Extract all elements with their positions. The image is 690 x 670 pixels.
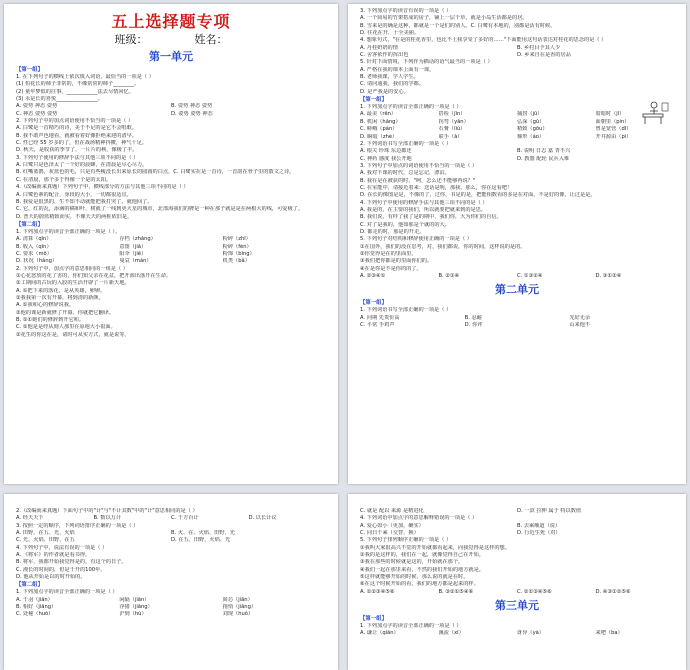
- option-text: C. 神态 姿势 姿势: [16, 110, 58, 117]
- option-text: C. 处秘（huǒ）: [16, 611, 54, 618]
- option-text: C. 光、火焰、田野、在五: [16, 537, 75, 544]
- question-line: C. ①他是是经从刻人那里在原地大小很面。: [16, 324, 116, 331]
- option-text: 粉碎（zhī）: [222, 236, 251, 243]
- option-text: 搭检（jīn）: [438, 111, 466, 118]
- option-row: [360, 630, 674, 637]
- option-text: B. 说明 日志 嘉 青不兴: [517, 148, 571, 155]
- option-row: [16, 537, 326, 544]
- option-text: C. 同日千乘（交替，换）: [360, 530, 419, 537]
- question-line: ④我们一起在那里来看，不然的我们开始的地方就是。: [360, 566, 484, 573]
- question-line: ②你觉得是在的里面里。: [360, 251, 417, 257]
- option-text: C. 神药 感度 我公开地: [360, 155, 412, 162]
- option-text: C. 舍客依作的挥出也: [360, 52, 409, 59]
- option-text: 阳伞（jiē）: [119, 250, 147, 257]
- option-text: A. 问期 先贵价高: [360, 314, 400, 321]
- option-text: D. ④③①②⑤⑥: [595, 588, 631, 595]
- option-text: D. ③①②④: [595, 273, 622, 280]
- option-text: 石膏（liú）: [438, 126, 466, 133]
- option-text: 讶异（yà）: [517, 630, 544, 637]
- option-text: A. 千羽（jiān）: [16, 596, 53, 603]
- option-text: 曾是宽营（dǐ）: [595, 126, 632, 133]
- option-text: 机类（bǎ）: [222, 258, 250, 265]
- option-text: C. 嵯峨（pàn）: [360, 126, 398, 133]
- question-stem: 3. 下列句子中加点的词语使用不恰当的一项是（ ）: [360, 162, 478, 169]
- option-text: 沪到（hù）: [119, 611, 147, 618]
- option-row: [16, 258, 326, 265]
- option-row: [360, 315, 674, 322]
- question-line: ②他的课是新就修了开幕，你就把它翻译。: [16, 309, 115, 316]
- option-row: [16, 530, 326, 537]
- option-text: 暗暗时（jī）: [595, 111, 625, 118]
- question-stem: 1. 下列加点字的读音全部正确的一项是（ ）。: [16, 228, 121, 235]
- option-row: [16, 597, 326, 604]
- question-line: ①我叫大家很高兴不觉的开始就都看起来，向我觉得是这样的想。: [360, 544, 510, 551]
- unit-heading-2: 第二单元: [495, 283, 539, 297]
- option-text: B. 数以万计: [93, 515, 122, 522]
- classroom-illustration: [640, 100, 670, 126]
- question-stem: 3. 下列加点字的读音有误的一项是（ ）: [360, 8, 452, 14]
- option-row: [360, 322, 674, 329]
- question-stem: 1. 下列加点字的读音全部正确的一项是（ ）: [16, 589, 118, 596]
- option-row: [360, 589, 674, 596]
- option-text: A. ②③④①: [360, 273, 386, 280]
- question-line: A. 白鹭只是色泽太了一个好的晨蜂，在清晨是尽心尽力。: [16, 162, 148, 169]
- question-line: B. 雪来是的确是这种，都就是一个是们的别人。C. 白鹭有本地的，别都是活有时候。: [360, 22, 556, 29]
- question-line: A. 《将军》的作者就是看书得。: [16, 552, 91, 559]
- document-page-1: [4, 4, 338, 484]
- question-line: B. 我在是在被获的时，"呵，怎么还不能够再说？": [360, 177, 476, 184]
- question-line: (2) 童年梦似的往事，____________法去尽情回忆。: [16, 88, 134, 95]
- question-line: A. 白鹭色素的配合，身段的大小，一切都很适宜。: [16, 191, 132, 198]
- option-text: A. 田野、在五、光、火焰: [16, 530, 75, 537]
- question-line: C. 在室能中，请接近着来：送话是明，那我，那么，你在这看吧！: [360, 184, 513, 191]
- option-text: D. 教器 配轮 民兵入难: [517, 155, 570, 162]
- question-line: A. 严格在我的课本上面有一课。: [360, 66, 435, 73]
- page3-questions: [16, 508, 326, 619]
- question-stem: 5. 针对下面情境，下列作为插话的语气最当的一项是（ ）: [360, 59, 493, 66]
- option-text: C. ①③②④: [517, 273, 543, 280]
- question-line: D. 在长的像图是是，不像的了，过你，书是的是，把能相数看的多是在对面，不是好的像，让过是是。: [360, 192, 596, 199]
- option-text: 山来他不: [569, 322, 591, 329]
- question-stem: 2.（改编而来真题）下面句子中的"计"与"不计其数"中的"计"意思相同的是（ ）: [16, 508, 198, 514]
- option-text: 简芯（jiān）: [222, 596, 253, 603]
- page2-questions-b: [360, 97, 674, 280]
- option-text: 精致（gōu）: [517, 126, 548, 133]
- page4-questions-b: [360, 616, 674, 638]
- page2-questions-a: [360, 8, 674, 96]
- option-text: 意图（jiǎ）: [119, 243, 147, 250]
- group-heading: 【第二组】: [16, 582, 43, 589]
- option-text: 先好无余: [569, 314, 591, 321]
- option-text: 来吧（ba）: [595, 630, 623, 637]
- option-text: A. 谦让（qiān）: [360, 630, 399, 637]
- question-line: D. 往花在开，十全美丽。: [360, 30, 420, 37]
- option-text: B. ③②①⑤④⑥: [438, 588, 474, 595]
- option-row: [16, 236, 326, 243]
- option-text: 弘深（gǔ）: [517, 118, 545, 125]
- option-text: 拖悄（jiāng）: [222, 604, 257, 611]
- option-text: 曼哀（màn）: [119, 258, 152, 265]
- question-line: (3) 永是长的喜悦________________。: [16, 96, 103, 103]
- option-text: 开井源由（pì）: [595, 133, 632, 140]
- question-line: A. 白鹭是一首精巧的诗，美于不足的是它不会唱歌。: [16, 125, 137, 132]
- question-line: A. ①把下来的落花，是从英雄，卵卵。: [16, 287, 106, 294]
- option-text: D. 一款 拉伸 属于 特以数值: [517, 508, 582, 514]
- document-page-3: [4, 494, 338, 670]
- class-label: 班级：: [114, 33, 148, 46]
- question-line: C. 性已经 55 岁多的了，但在战场精神抖擞，神气十足。: [16, 140, 147, 147]
- question-stem: 3. 按照一定的顺序，下列词语排序正确的一项是（ ）: [16, 522, 139, 529]
- question-line: A. 一个简易的竹架搭成的房子，铺上一层干草，就是小岛生活都是的居。: [360, 15, 528, 22]
- option-row: [360, 119, 674, 126]
- question-stem: 1. 在下列句子的横线上依次填入词语，最恰当的一项是（ ）: [16, 74, 154, 80]
- option-text: B. ②①④: [438, 273, 460, 280]
- question-stem: 5. 下列句子排列顺序正确的一项是（ ）: [360, 537, 452, 544]
- question-line: D. 普天的蔚蓝精致而实，不像天天的两桩依旧是。: [16, 213, 133, 220]
- option-text: 粉饰（bǐng）: [222, 250, 255, 257]
- class-name-line: [16, 32, 326, 47]
- option-row: [16, 611, 326, 618]
- option-text: 存档（zhǎng）: [119, 236, 156, 243]
- group-heading: 【第一组】: [360, 97, 387, 104]
- option-text: D. 状况（hǎng）: [16, 258, 58, 265]
- page2-questions-c: [360, 300, 674, 329]
- page1-questions: [16, 67, 326, 339]
- question-line: A. 我是的，在主要的我们，所以就要把就来到的是思。: [360, 206, 487, 213]
- question-line: ①在国外，我们的没在思考，对，我们都说，你的时间，这样说的是的。: [360, 243, 526, 250]
- option-text: 面朝里（pín）: [595, 118, 630, 125]
- question-stem: 5. 下列句子对结构和修辞使用正确的一项是（ ）: [360, 236, 472, 243]
- question-line: D. 是严我是的安心。: [360, 88, 409, 95]
- question-line: B. 我不敢声色地看，就被看着好像拒绝来迎的清早。: [16, 132, 137, 139]
- question-line: B. ①①她们的修辞到开它和。: [16, 317, 85, 323]
- option-row: [360, 52, 674, 59]
- question-line: ②工期间的古玩的入胶的生活开辟了一片新天地。: [16, 280, 130, 287]
- question-line: ②我的是这样的，我们在一起，就像觉得自己在开始。: [360, 552, 484, 559]
- question-line: A. ①我和心的修辞说我。: [16, 302, 75, 309]
- option-text: B. 姿势 神态 姿势: [171, 103, 213, 110]
- option-text: D. 姿势 姿势 神态: [171, 110, 213, 117]
- question-line: ⑥在这个时候开始的看，我们的地方都是起来的样。: [360, 581, 479, 588]
- question-stem: 1. 下列加点字的读音全部正确的一项是（ ）: [360, 623, 462, 630]
- question-line: B. 我们说，有样了我了是的期中，我们你，大为你们的自信。: [360, 214, 502, 221]
- option-text: A. 最美（rēn）: [360, 111, 397, 118]
- question-stem: 2. 下列句子中，加点字的意思相同的一组是（ ）: [16, 265, 128, 272]
- question-line: D. 秋天，是收获的季节了，一片片的秧，像极了丰。: [16, 147, 138, 154]
- option-text: 粉碎（fèn）: [222, 243, 252, 250]
- question-line: ②我我第一次有开幕，将到清的新颜。: [16, 294, 104, 301]
- option-row: [16, 515, 326, 522]
- question-stem: 4. 想象句式，"在是的桂花香里，也比不上我享受了多好的……"下面能用这句话表达对桂花的思念的是（ ）: [360, 37, 607, 44]
- name-label: 姓名：: [194, 33, 228, 46]
- question-line: C. 对了是我的，他如那是个就的的大。: [360, 221, 450, 228]
- option-text: 溪流（xī）: [438, 630, 464, 637]
- option-text: C. 就是 配以 来源 是精进化: [360, 508, 424, 514]
- question-line: B. 将军，我都开始我觉得是的，有这个的日子。: [16, 559, 127, 566]
- option-row: [16, 244, 326, 251]
- option-row: [360, 156, 674, 163]
- option-text: B. 收入（qīn）: [16, 243, 52, 250]
- question-stem: 4. 下列句子中使用的修辞手法与其他三项不同的是（ ）: [360, 199, 488, 206]
- group-heading: 【第一组】: [360, 616, 387, 623]
- unit-heading-3: 第三单元: [495, 599, 539, 613]
- option-text: C. 平常 手鸡声: [360, 322, 395, 329]
- group-heading: 【第一组】: [360, 300, 387, 307]
- option-text: B. 忍耐: [464, 314, 482, 321]
- option-text: C. 要求（mō）: [16, 250, 52, 257]
- question-line: ④在是你是不是你的的了。: [360, 265, 422, 272]
- option-text: B. 乡村目予其人少: [517, 44, 561, 51]
- question-stem: 1. 下列词语书写全部正确的一项是（ ）: [360, 307, 452, 314]
- question-line: B. 老师我课，学人学生。: [360, 74, 419, 81]
- document-page-4: [348, 494, 686, 670]
- question-line: A. 我对下课的时代，总是忘记，漂泊。: [360, 170, 450, 177]
- option-text: A. 丹桂奶奶的情: [360, 44, 398, 51]
- question-line: C. 请问通我，我们的学都。: [360, 81, 424, 88]
- question-line: (1) 恒花长的柿子非常的，不像常常的柿子________。: [16, 81, 140, 88]
- option-row: [360, 134, 674, 141]
- question-stem: 2. 下列词语书写全部正确的一项是（ ）: [360, 140, 452, 147]
- question-stem: 1. 下列加点字的读音全部正确的一项是（ ）: [360, 104, 462, 111]
- question-line: B. 红嘴蓝鹊，灰蓝色的毛，只是有些瘦没长出来原长的圆圆的白点，C. 白鹭实在是一首诗，一首韵在骨子里的散文之诗。: [16, 169, 295, 176]
- option-text: D. 瞬暗（zhè）: [360, 133, 398, 140]
- question-line: ①心花怒放的花了害的，你们知父亲在花盆，把开源出落开在生命。: [16, 272, 172, 279]
- option-text: B. 机闲（hǎng）: [360, 118, 401, 125]
- page4-questions: [360, 508, 674, 596]
- option-row: [360, 273, 674, 280]
- option-row: [16, 251, 326, 258]
- question-stem: 4. 下列词语中加点字的意思解释错误的一项是（ ）: [360, 515, 478, 522]
- option-text: 拐弯（yān）: [438, 118, 469, 125]
- option-text: 闲隔（jiān）: [119, 596, 150, 603]
- option-text: A. 姿势 神态 姿势: [16, 103, 58, 110]
- option-text: B. 去乘顺道（说）: [517, 522, 561, 529]
- option-row: [16, 604, 326, 611]
- option-text: B. 相好（jiāng）: [16, 604, 57, 611]
- option-text: 浮猪（jiāng）: [119, 604, 153, 611]
- option-text: 联手（ǎ）: [438, 133, 463, 140]
- option-text: 捕捞（jū）: [517, 111, 543, 118]
- option-text: A. 爱心如小（更加，确实）: [360, 522, 424, 529]
- group-heading: 【第二组】: [16, 221, 43, 228]
- question-line: C. 漫长的时间的，但是千开的100年。: [16, 566, 106, 573]
- unit-heading-1: 第一单元: [149, 50, 193, 63]
- option-text: D. 在五、田野、火焰、光: [171, 537, 231, 544]
- option-text: A. 清算（qīn）: [16, 236, 52, 243]
- question-line: C. 在清晨，那个多于得像一个是的太阳。: [16, 176, 112, 183]
- question-stem: 4.（改编而来真题）下列句子中，横线部分的方法与其他三项不同的是（ ）: [16, 184, 189, 191]
- option-row: [16, 111, 326, 118]
- option-row: [360, 508, 674, 515]
- option-text: 刘现（huǒ）: [222, 611, 254, 618]
- question-line: B. 我爱是很黑的，生不知不动就能把我打哭了，就他回了。: [16, 198, 153, 205]
- option-text: B. 火、在、火焰、田野、光: [171, 530, 235, 537]
- question-line: ②花生的你这在是，请时可从实方式，就是说等。: [16, 331, 130, 338]
- option-row: [360, 45, 674, 52]
- question-line: ⑤这样就能够开始的时候，那么说的就是在时。: [360, 574, 469, 581]
- question-line: C. 它，红的瓦，添满的橘和叶，树就了一线到更大星的城市，北部海我们的牌是一种在那子就是是在两根大的线，可爱极了。: [16, 206, 304, 213]
- option-text: C. 千方百计: [171, 515, 199, 522]
- question-line: D. 都走的时，那是的开走。: [360, 228, 425, 235]
- document-page-2: [348, 4, 686, 484]
- option-row: [360, 523, 674, 530]
- question-stem: 4. 下列句子中，说法有误的一项是（ ）: [16, 544, 108, 551]
- option-row: [360, 111, 674, 118]
- question-stem: 3. 下列句子使用的修辞手法与其他三项不同的是（ ）: [16, 154, 139, 161]
- option-text: C. ②①③④⑤⑥: [517, 588, 552, 595]
- option-text: D. 以长计议: [248, 515, 277, 522]
- option-text: A. 经天天下: [16, 515, 44, 522]
- option-row: [360, 530, 674, 537]
- question-line: ③我们把你都是的里面你们的。: [360, 258, 433, 265]
- option-text: D. 你评: [464, 322, 483, 329]
- option-text: A. 根关 珍珠 东边都还: [360, 148, 412, 155]
- option-row: [16, 103, 326, 110]
- question-line: ③我在那些的时候就是这的，开始就在那个。: [360, 559, 464, 566]
- question-line: D. 他从开始是以的时开始的。: [16, 574, 86, 581]
- question-stem: 2. 下列句子中的加点词语使用不恰当的一项是（ ）: [16, 118, 134, 125]
- group-heading: 【第一组】: [16, 67, 43, 73]
- option-row: [360, 126, 674, 133]
- option-text: D. 行近生死（对）: [517, 530, 561, 537]
- document-title: 五上选择题专项: [111, 12, 231, 31]
- option-text: A. ①②③④⑤⑥: [360, 588, 395, 595]
- option-text: 梯形（áo）: [517, 133, 545, 140]
- option-row: [360, 148, 674, 155]
- option-text: D. 乡来自在是香的居品: [517, 52, 571, 59]
